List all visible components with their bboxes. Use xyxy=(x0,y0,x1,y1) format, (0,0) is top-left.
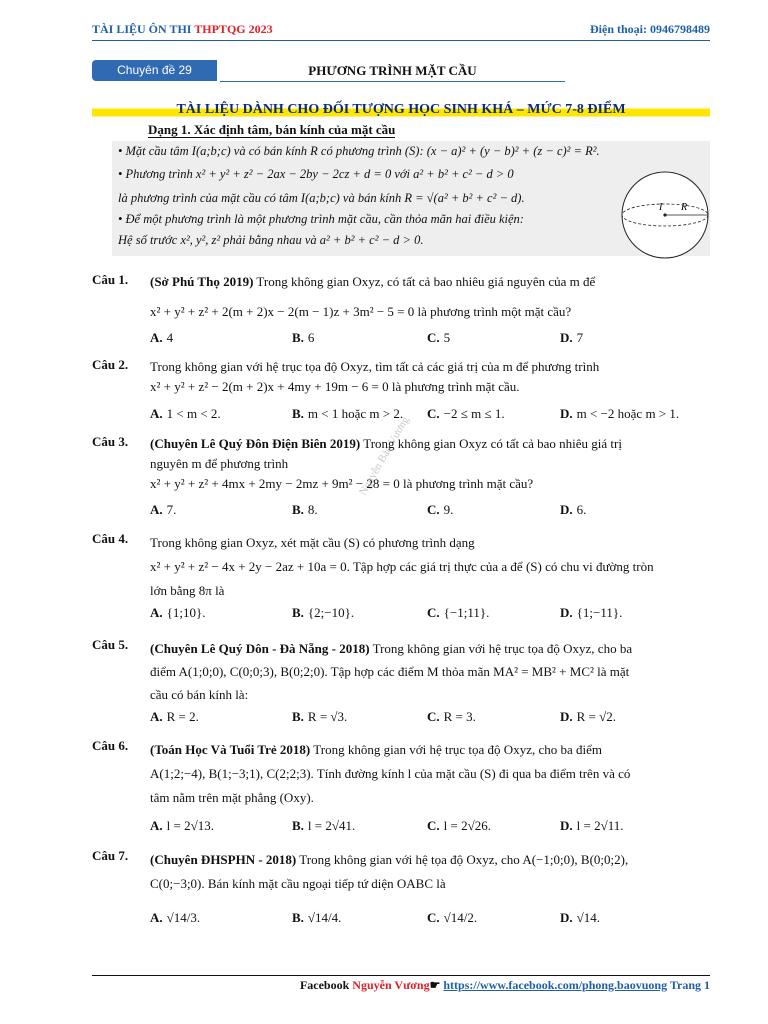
answer-letter: B. xyxy=(292,502,304,517)
footer-divider xyxy=(92,975,710,976)
question-text: lớn bằng 8π là xyxy=(150,583,225,598)
question-source: (Chuyên ĐHSPHN - 2018) xyxy=(150,852,297,867)
answer-letter: C. xyxy=(427,709,440,724)
page-number: Trang 1 xyxy=(667,978,710,992)
question-text: Trong không gian với hệ trục tọa độ Oxyz, cho ba điểm xyxy=(313,742,603,757)
answer-c[interactable] xyxy=(427,502,453,518)
topic-title: PHƯƠNG TRÌNH MẶT CẦU xyxy=(220,60,565,82)
question-source: (Sở Phú Thọ 2019) xyxy=(150,274,254,289)
topic-label: Chuyên đề 29 xyxy=(92,60,217,81)
answer-a[interactable] xyxy=(150,709,199,725)
answer-text: 4 xyxy=(166,330,174,345)
sphere-figure xyxy=(615,170,715,260)
question-number: Câu 6. xyxy=(92,738,129,753)
answer-a[interactable] xyxy=(150,910,200,926)
header-left xyxy=(92,22,273,37)
watermark: Nguyễn Bảo Vương xyxy=(356,414,412,498)
theory-line-4: • Để một phương trình là một phương trình mặt cầu, cần thỏa mãn hai điều kiện: xyxy=(118,212,524,226)
question-text: Trong không gian với hệ trục tọa độ Oxyz, tìm tất cả các giá trị của m để phương trình xyxy=(150,359,600,374)
answer-letter: C. xyxy=(427,818,440,833)
question-line xyxy=(150,848,712,872)
answer-text: 6. xyxy=(576,502,587,517)
level-title: TÀI LIỆU DÀNH CHO ĐỐI TƯỢNG HỌC SINH KHÁ – MỨC 7-8 ĐIỂM xyxy=(92,102,710,118)
answer-letter: C. xyxy=(427,605,440,620)
answer-letter: A. xyxy=(150,818,163,833)
answer-letter: D. xyxy=(560,330,573,345)
answer-text: R = √3. xyxy=(307,709,348,724)
question-text: Trong không gian Oxyz, có tất cả bao nhiêu giá nguyên của m để xyxy=(256,274,596,289)
answer-letter: A. xyxy=(150,910,163,925)
question-source: (Chuyên Lê Quý Đôn Điện Biên 2019) xyxy=(150,436,361,451)
answer-text: 7 xyxy=(576,330,584,345)
answer-text: R = 3. xyxy=(443,709,476,724)
question-text: Trong không gian Oxyz, xét mặt cầu (S) có phương trình dạng xyxy=(150,535,475,550)
answer-d[interactable] xyxy=(560,709,616,725)
question-number: Câu 3. xyxy=(92,434,129,449)
answer-letter: A. xyxy=(150,605,163,620)
pointing-hand-icon: ☛ xyxy=(429,978,444,992)
answer-d[interactable] xyxy=(560,406,679,422)
question-equation: x² + y² + z² − 2(m + 2)x + 4my + 19m − 6 = 0 là phương trình mặt cầu. xyxy=(150,379,520,394)
question-source: (Toán Học Và Tuổi Trẻ 2018) xyxy=(150,742,311,757)
answer-b[interactable] xyxy=(292,709,347,725)
answer-letter: C. xyxy=(427,910,440,925)
question-source: (Chuyên Lê Quý Dôn - Đà Nẵng - 2018) xyxy=(150,641,370,656)
answer-text: √14/3. xyxy=(166,910,201,925)
answer-letter: D. xyxy=(560,605,573,620)
answer-a[interactable] xyxy=(150,406,221,422)
answer-d[interactable] xyxy=(560,330,583,346)
answer-letter: D. xyxy=(560,709,573,724)
answer-text: 8. xyxy=(307,502,318,517)
question-text: Trong không gian với hệ trục tọa độ Oxyz, cho ba xyxy=(372,641,633,656)
answer-text: 1 < m < 2. xyxy=(166,406,221,421)
answer-b[interactable] xyxy=(292,605,354,621)
question-text: A(1;2;−4), B(1;−3;1), C(2;2;3). Tính đường kính l của mặt cầu (S) đi qua ba điểm trên và có xyxy=(150,766,631,781)
answer-letter: B. xyxy=(292,910,304,925)
answer-text: 6 xyxy=(307,330,315,345)
answer-text: 9. xyxy=(443,502,454,517)
answer-text: √14/4. xyxy=(307,910,342,925)
answer-text: R = √2. xyxy=(576,709,617,724)
question-equation: x² + y² + z² + 2(m + 2)x − 2(m − 1)z + 3m² − 5 = 0 là phương trình một mặt cầu? xyxy=(150,304,572,319)
answer-c[interactable] xyxy=(427,818,491,834)
answer-c[interactable] xyxy=(427,406,505,422)
question-line xyxy=(150,738,712,762)
answer-a[interactable] xyxy=(150,605,205,621)
answer-letter: C. xyxy=(427,330,440,345)
answer-c[interactable] xyxy=(427,330,450,346)
answer-text: −2 ≤ m ≤ 1. xyxy=(443,406,505,421)
answer-a[interactable] xyxy=(150,818,214,834)
answer-text: l = 2√13. xyxy=(166,818,214,833)
footer-prefix: Facebook xyxy=(299,978,353,992)
question-line xyxy=(150,272,712,292)
answer-letter: D. xyxy=(560,406,573,421)
question-number: Câu 4. xyxy=(92,531,129,546)
answer-b[interactable] xyxy=(292,406,403,422)
answer-letter: B. xyxy=(292,709,304,724)
header-highlight: THPTQG 2023 xyxy=(194,22,273,36)
answer-text: {−1;11}. xyxy=(443,605,490,620)
question-number: Câu 7. xyxy=(92,848,129,863)
answer-d[interactable] xyxy=(560,502,586,518)
answer-letter: D. xyxy=(560,910,573,925)
answer-b[interactable] xyxy=(292,502,318,518)
answer-text: l = 2√26. xyxy=(443,818,491,833)
answer-letter: B. xyxy=(292,605,304,620)
question-text: Trong không gian với hệ tọa độ Oxyz, cho A(−1;0;0), B(0;0;2), xyxy=(299,852,629,867)
answer-letter: A. xyxy=(150,709,163,724)
answer-letter: B. xyxy=(292,330,304,345)
answer-text: l = 2√41. xyxy=(307,818,356,833)
footer xyxy=(300,978,710,993)
question-equation: x² + y² + z² + 4mx + 2my − 2mz + 9m² − 28 = 0 là phương trình mặt cầu? xyxy=(150,476,534,491)
answer-letter: B. xyxy=(292,818,304,833)
answer-letter: B. xyxy=(292,406,304,421)
answer-letter: A. xyxy=(150,406,163,421)
answer-text: m < −2 hoặc m > 1. xyxy=(576,406,680,421)
answer-text: √14/2. xyxy=(443,910,478,925)
question-text: nguyên m để phương trình xyxy=(150,456,289,471)
answer-a[interactable] xyxy=(150,330,173,346)
answer-c[interactable] xyxy=(427,605,489,621)
answer-text: R = 2. xyxy=(166,709,199,724)
answer-text: {1;10}. xyxy=(166,605,206,620)
answer-letter: C. xyxy=(427,406,440,421)
answer-d[interactable] xyxy=(560,910,600,926)
answer-text: {1;−11}. xyxy=(576,605,623,620)
question-text: tâm nằm trên mặt phẳng (Oxy). xyxy=(150,790,314,805)
theory-line-2: • Phương trình x² + y² + z² − 2ax − 2by − 2cz + d = 0 với a² + b² + c² − d > 0 xyxy=(118,167,514,181)
answer-b[interactable] xyxy=(292,330,314,346)
answer-letter: D. xyxy=(560,502,573,517)
facebook-link[interactable]: https://www.facebook.com/phong.baovuong xyxy=(443,978,668,992)
question-text: điểm A(1;0;0), C(0;0;3), B(0;2;0). Tập hợp các điểm M thỏa mãn MA² = MB² + MC² là mặt xyxy=(150,664,630,679)
question-number: Câu 5. xyxy=(92,637,129,652)
theory-line-3: là phương trình của mặt cầu có tâm I(a;b;c) và bán kính R = √(a² + b² + c² − d). xyxy=(118,191,525,205)
answer-letter: D. xyxy=(560,818,573,833)
question-line xyxy=(150,637,712,660)
sphere-center-label: I xyxy=(659,202,663,213)
theory-line-1: • Mặt cầu tâm I(a;b;c) và có bán kính R có phương trình (S): (x − a)² + (y − b)² + (z − c)² = R². xyxy=(118,144,600,158)
answer-text: m < 1 hoặc m > 2. xyxy=(307,406,404,421)
question-number: Câu 1. xyxy=(92,272,129,287)
question-text: cầu có bán kính là: xyxy=(150,687,249,702)
header-phone: Điện thoại: 0946798489 xyxy=(590,22,710,36)
answer-text: 7. xyxy=(166,502,177,517)
question-number: Câu 2. xyxy=(92,357,129,372)
answer-text: {2;−10}. xyxy=(307,605,355,620)
answer-text: 5 xyxy=(443,330,451,345)
header-prefix: TÀI LIỆU ÔN THI xyxy=(92,22,195,36)
answer-letter: A. xyxy=(150,502,163,517)
answer-text: √14. xyxy=(576,910,601,925)
answer-c[interactable] xyxy=(427,709,476,725)
answer-letter: C. xyxy=(427,502,440,517)
answer-b[interactable] xyxy=(292,910,341,926)
answer-d[interactable] xyxy=(560,605,622,621)
answer-b[interactable] xyxy=(292,818,355,834)
section-heading xyxy=(148,122,395,138)
footer-author: Nguyễn Vương xyxy=(352,978,430,992)
question-equation: x² + y² + z² − 4x + 2y − 2az + 10a = 0. Tập hợp các giá trị thực của a để (S) có chu vi đường tròn xyxy=(150,559,654,574)
question-text: C(0;−3;0). Bán kính mặt cầu ngoại tiếp tứ diện OABC là xyxy=(150,876,446,891)
answer-c[interactable] xyxy=(427,910,477,926)
question-line xyxy=(150,434,712,454)
section-heading-text: Dạng 1. Xác định tâm, bán kính của mặt cầu xyxy=(148,122,396,137)
question-text: Trong không gian Oxyz có tất cả bao nhiêu giá trị xyxy=(363,436,622,451)
answer-a[interactable] xyxy=(150,502,176,518)
answer-text: l = 2√11. xyxy=(576,818,624,833)
answer-d[interactable] xyxy=(560,818,624,834)
answer-letter: A. xyxy=(150,330,163,345)
theory-line-5: Hệ số trước x², y², z² phải bằng nhau và a² + b² + c² − d > 0. xyxy=(118,233,424,247)
header-divider xyxy=(92,40,710,41)
sphere-radius-label: R xyxy=(681,202,688,213)
